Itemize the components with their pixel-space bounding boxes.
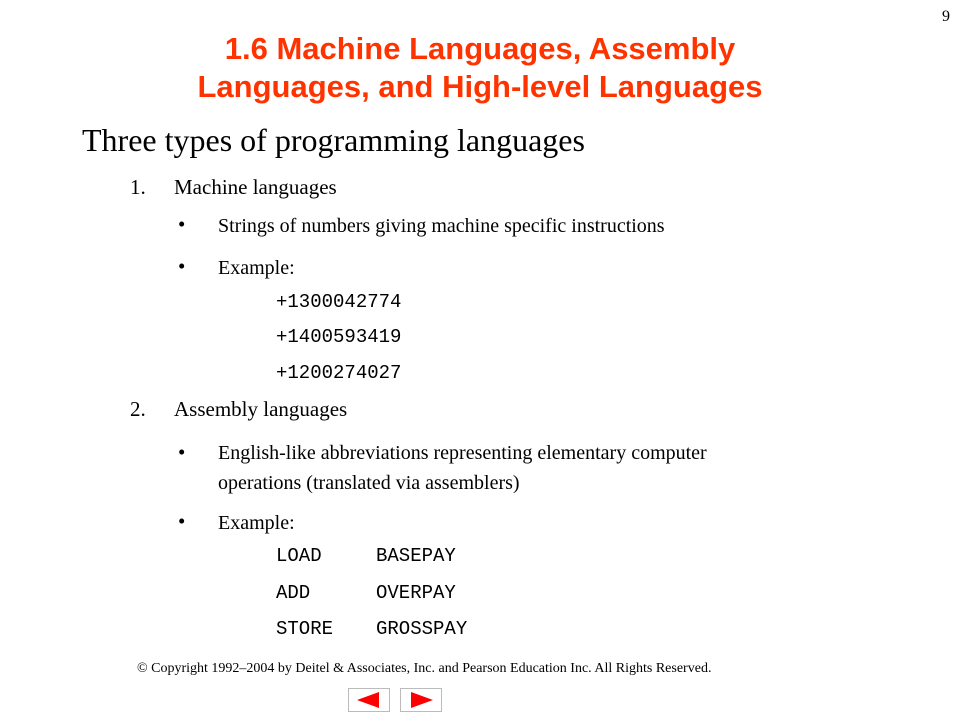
- machine-code-line: +1400593419: [276, 326, 402, 348]
- left-arrow-icon: [349, 689, 389, 711]
- section-2-label: Assembly languages: [174, 397, 348, 421]
- asm-operand: GROSSPAY: [376, 618, 468, 640]
- bullet-icon: •: [178, 440, 186, 464]
- copyright-notice: © Copyright 1992–2004 by Deitel & Associates, Inc. and Pearson Education Inc. All Rights Reserved.: [137, 661, 712, 676]
- slide-title: [0, 30, 960, 106]
- asm-operand: OVERPAY: [376, 582, 456, 604]
- asm-opcode: ADD: [276, 582, 311, 604]
- bullet-text: Example:: [218, 512, 295, 534]
- section-2-number: 2.: [130, 397, 146, 421]
- slide-navigation: [348, 688, 442, 712]
- asm-opcode: LOAD: [276, 545, 322, 567]
- bullet-text: Example:: [218, 257, 295, 279]
- next-slide-button[interactable]: [400, 688, 442, 712]
- asm-operand: BASEPAY: [376, 545, 456, 567]
- section-1-number: 1.: [130, 175, 146, 199]
- previous-slide-button[interactable]: [348, 688, 390, 712]
- machine-code-line: +1300042774: [276, 291, 402, 313]
- machine-code-line: +1200274027: [276, 362, 402, 384]
- bullet-icon: •: [178, 509, 186, 533]
- asm-opcode: STORE: [276, 618, 334, 640]
- page-number: 9: [942, 8, 950, 25]
- bullet-icon: •: [178, 212, 186, 236]
- bullet-text-line-1: English-like abbreviations representing elementary computer: [218, 442, 707, 464]
- subtitle: Three types of programming languages: [82, 122, 585, 158]
- section-1-label: Machine languages: [174, 175, 337, 199]
- bullet-text: Strings of numbers giving machine specific instructions: [218, 215, 665, 237]
- bullet-icon: •: [178, 254, 186, 278]
- title-line-1: 1.6 Machine Languages, Assembly: [224, 31, 736, 66]
- title-line-2: Languages, and High-level Languages: [197, 69, 763, 104]
- right-arrow-icon: [401, 689, 441, 711]
- bullet-text-line-2: operations (translated via assemblers): [218, 472, 520, 494]
